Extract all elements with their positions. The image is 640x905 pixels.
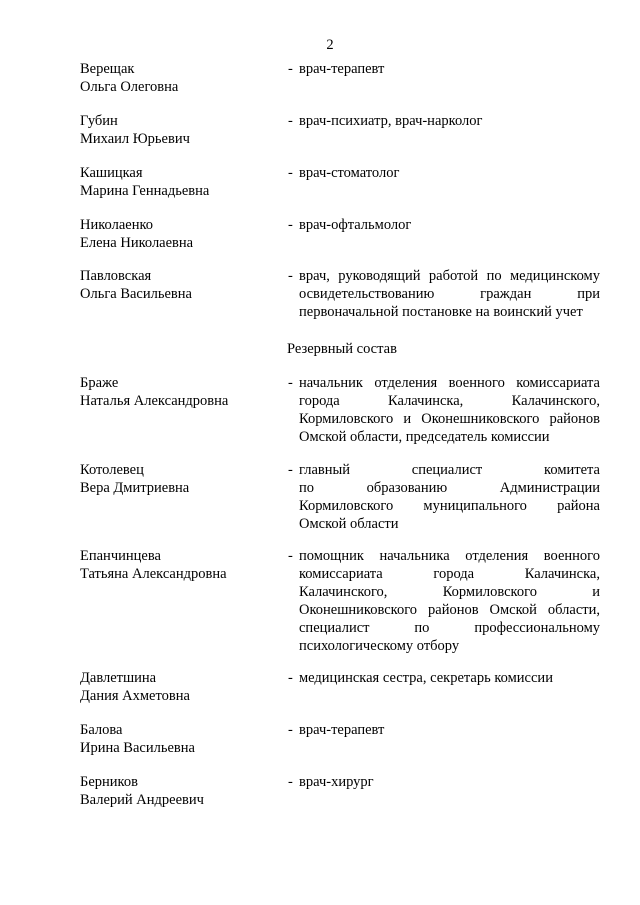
- role-line: врач-офтальмолог: [299, 217, 412, 233]
- member-name: [80, 374, 280, 410]
- member-surname: Давлетшина: [80, 670, 157, 686]
- member-surname: Берников: [80, 774, 138, 790]
- member-surname: Котолевец: [80, 462, 144, 478]
- member-surname: Павловская: [80, 268, 152, 284]
- member-surname: Браже: [80, 375, 119, 391]
- dash-marker: -: [288, 670, 293, 686]
- member-given-name: Валерий Андреевич: [80, 792, 204, 808]
- member-given-name: Татьяна Александровна: [80, 566, 227, 582]
- role-line: помощник начальника отделения военного: [299, 548, 600, 564]
- role-line: врач-психиатр, врач-нарколог: [299, 113, 483, 129]
- dash-marker: -: [288, 722, 293, 738]
- dash-marker: -: [288, 462, 293, 478]
- role-line: главный специалист комитета: [299, 462, 600, 478]
- member-role: [299, 267, 600, 321]
- member-given-name: Ирина Васильевна: [80, 740, 195, 756]
- member-name: [80, 669, 280, 705]
- role-line: врач-терапевт: [299, 722, 385, 738]
- role-line: специалист по профессиональному: [299, 620, 600, 636]
- role-line: комиссариата города Калачинска,: [299, 566, 600, 582]
- dash-marker: -: [288, 61, 293, 77]
- member-given-name: Ольга Васильевна: [80, 286, 192, 302]
- role-line: Кормиловского и Оконешниковского районов: [299, 411, 600, 427]
- member-name: [80, 60, 280, 96]
- member-role: [299, 773, 600, 791]
- member-role: [299, 669, 600, 687]
- member-surname: Верещак: [80, 61, 135, 77]
- dash-marker: -: [288, 548, 293, 564]
- member-surname: Епанчинцева: [80, 548, 161, 564]
- member-given-name: Ольга Олеговна: [80, 79, 179, 95]
- member-given-name: Вера Дмитриевна: [80, 480, 190, 496]
- member-name: [80, 547, 280, 583]
- role-line: Омской области, председатель комиссии: [299, 429, 550, 445]
- dash-marker: -: [288, 165, 293, 181]
- role-line: начальник отделения военного комиссариата: [299, 375, 600, 391]
- member-role: [299, 721, 600, 739]
- member-surname: Николаенко: [80, 217, 154, 233]
- role-line: врач, руководящий работой по медицинскому: [299, 268, 600, 284]
- member-surname: Кашицкая: [80, 165, 143, 181]
- role-line: по образованию Администрации: [299, 480, 600, 496]
- member-name: [80, 112, 280, 148]
- role-line: врач-терапевт: [299, 61, 385, 77]
- role-line: медицинская сестра, секретарь комиссии: [299, 670, 553, 686]
- page-number: 2: [326, 37, 334, 53]
- member-given-name: Наталья Александровна: [80, 393, 229, 409]
- dash-marker: -: [288, 268, 293, 284]
- dash-marker: -: [288, 113, 293, 129]
- reserve-heading: Резервный состав: [287, 341, 397, 357]
- role-line: врач-хирург: [299, 774, 374, 790]
- member-role: [299, 374, 600, 446]
- member-role: [299, 547, 600, 655]
- dash-marker: -: [288, 217, 293, 233]
- role-line: Калачинского, Кормиловского и: [299, 584, 600, 600]
- role-line: первоначальной постановке на воинский учет: [299, 304, 583, 320]
- role-line: Омской области: [299, 516, 399, 532]
- member-given-name: Михаил Юрьевич: [80, 131, 190, 147]
- member-role: [299, 216, 600, 234]
- role-line: города Калачинска, Калачинского,: [299, 393, 600, 409]
- member-name: [80, 267, 280, 303]
- role-line: Кормиловского муниципального района: [299, 498, 600, 514]
- role-line: Оконешниковского районов Омской области,: [299, 602, 600, 618]
- member-name: [80, 216, 280, 252]
- member-role: [299, 164, 600, 182]
- member-name: [80, 721, 280, 757]
- role-line: психологическому отбору: [299, 638, 460, 654]
- member-given-name: Дания Ахметовна: [80, 688, 190, 704]
- member-role: [299, 60, 600, 78]
- role-line: освидетельствованию граждан при: [299, 286, 600, 302]
- member-name: [80, 164, 280, 200]
- member-role: [299, 112, 600, 130]
- member-given-name: Елена Николаевна: [80, 235, 194, 251]
- dash-marker: -: [288, 375, 293, 391]
- member-surname: Губин: [80, 113, 118, 129]
- member-role: [299, 461, 600, 533]
- member-name: [80, 773, 280, 809]
- dash-marker: -: [288, 774, 293, 790]
- member-given-name: Марина Геннадьевна: [80, 183, 210, 199]
- member-surname: Балова: [80, 722, 123, 738]
- role-line: врач-стоматолог: [299, 165, 400, 181]
- member-name: [80, 461, 280, 497]
